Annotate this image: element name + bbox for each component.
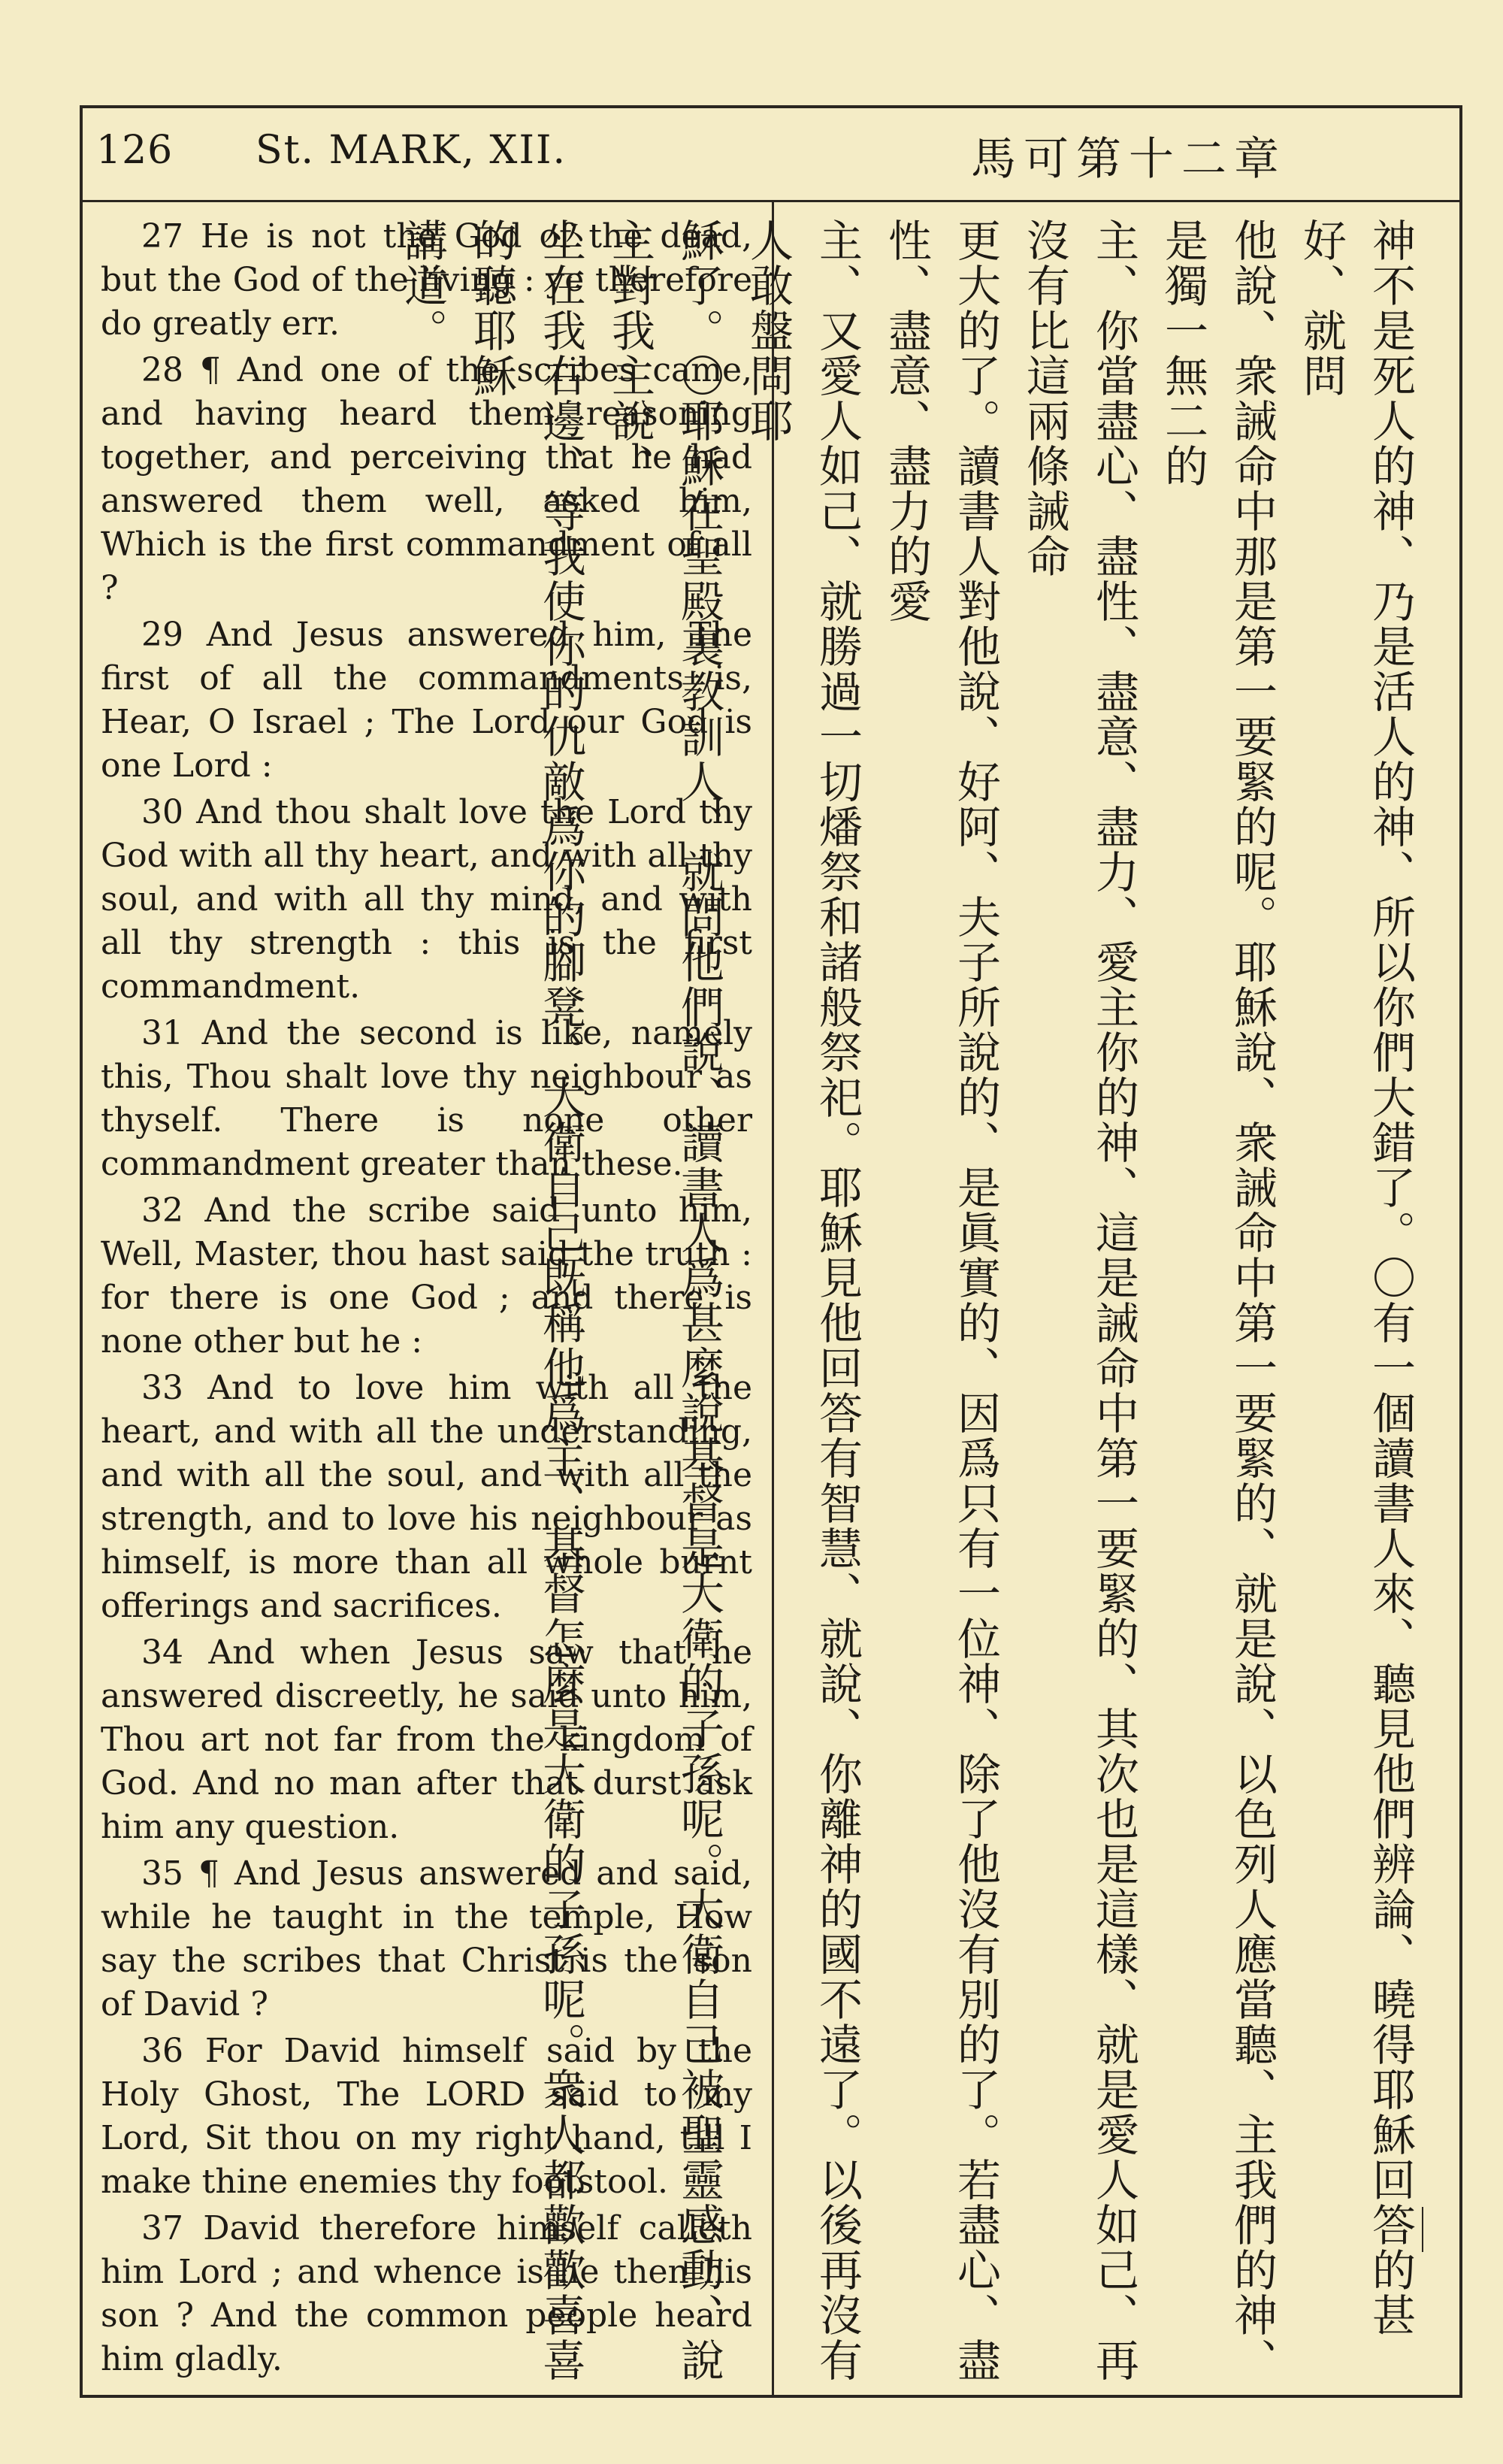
chinese-line: 穌了。〇耶穌在聖殿裏教訓人、就問他們說、讀書人爲甚麼說基督是大衛的子孫呢。大衛自己被聖靈感動、說主對我主說、 <box>604 218 724 2383</box>
chinese-text-block <box>388 207 1429 2383</box>
verse-29: 29 And Jesus answered him, The first of all the commandments is, Hear, O Israel ; The Lord our God is one Lord : <box>101 616 752 785</box>
verse-28: 28 ¶ And one of the scribes came, and having heard them reasoning together, and perceiving that he had answered them well, asked him, Which is the first commandment of all ? <box>101 351 752 607</box>
verse-37: 37 David therefore himself calleth him Lord ; and whence is he then his son ? And the common people heard him gladly. <box>101 2209 752 2378</box>
verse-35: 35 ¶ And Jesus answered and said, while he taught in the temple, How say the scribes that Christ is the son of David ? <box>101 1854 752 2024</box>
verse-36: 36 For David himself said by the Holy Ghost, The LORD said to my Lord, Sit thou on my right hand, till I make thine enemies thy footstool. <box>101 2032 752 2201</box>
verse-32: 32 And the scribe said unto him, Well, Master, thou hast said the truth : for there is one God ; and there is none other but he : <box>101 1191 752 1361</box>
verse-34: 34 And when Jesus saw that he answered discreetly, he said unto him, Thou art not far from the kingdom of God. And no man after that durst ask him any question. <box>101 1633 752 1846</box>
chinese-line: 主、你當盡心、盡性、盡意、盡力、愛主你的神、這是誡命中第一要緊的、其次也是這樣、就是愛人如己、再沒有比這兩條誡命 <box>1019 218 1139 2383</box>
running-head: St. MARK, XII. <box>256 128 567 173</box>
chinese-line: 坐在我右邊、等我使你的仇敵爲你的腳凳。大衛自己既稱他爲主、基督怎麼是大衛的子孫呢。衆人都歡歡喜喜的聽耶穌 <box>466 218 586 2383</box>
margin-mark <box>1422 2207 1423 2252</box>
chinese-line: 更大的了。讀書人對他說、好阿、夫子所說的、是眞實的、因爲只有一位神、除了他沒有別的了。若盡心、盡性、盡意、盡力的愛 <box>881 218 1001 2383</box>
chinese-line: 他說、衆誡命中那是第一要緊的呢。耶穌說、衆誡命中第一要緊的、就是說、以色列人應當聽、主我們的神、是獨一無二的 <box>1157 218 1278 2383</box>
chinese-line: 講道。 <box>397 218 448 353</box>
chinese-running-head: 馬可第十二章 <box>971 133 1287 186</box>
chinese-line: 神不是死人的神、乃是活人的神、所以你們大錯了。〇有一個讀書人來、聽見他們辨論、曉得耶穌回答的甚好、就問 <box>1296 218 1416 2338</box>
chinese-line: 主、又愛人如己、就勝過一切燔祭和諸般祭祀。耶穌見他回答有智慧、就說、你離神的國不遠了。以後再沒有人敢盤問耶 <box>742 218 863 2383</box>
verse-27: 27 He is not the God of the dead, but the God of the living : ye therefore do greatly err. <box>101 217 752 343</box>
verse-33: 33 And to love him with all the heart, and with all the understanding, and with all the soul, and with all the strength, and to love his neighbour as himself, is more than all whole burnt offerings and sacrifices. <box>101 1369 752 1625</box>
page-frame <box>80 105 1462 2398</box>
page-header <box>83 108 1459 202</box>
page-number: 126 <box>96 128 174 173</box>
verse-30: 30 And thou shalt love the Lord thy God with all thy heart, and with all thy soul, and with all thy mind, and with all thy strength : this is the first commandment. <box>101 793 752 1006</box>
verse-31: 31 And the second is like, namely this, Thou shalt love thy neighbour as thyself. There is none other commandment greater than these. <box>101 1014 752 1183</box>
